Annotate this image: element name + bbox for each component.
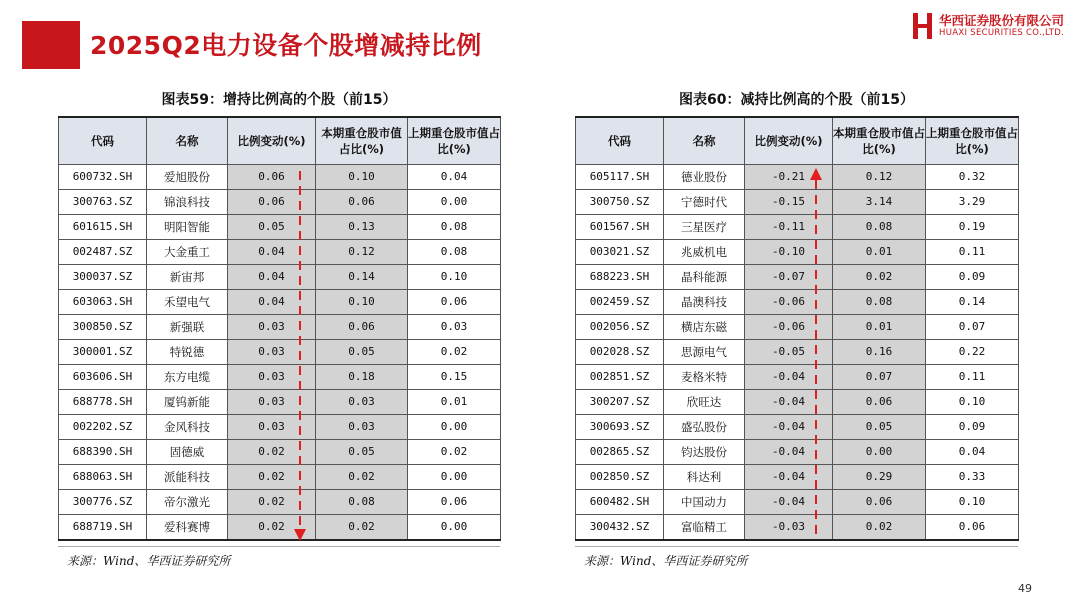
cell-current: 0.03 — [316, 414, 408, 439]
cell-change: -0.21 — [745, 164, 833, 189]
cell-name: 固德威 — [147, 439, 228, 464]
increase-section — [58, 88, 500, 541]
cell-code: 002056.SZ — [576, 314, 664, 339]
cell-name: 钧达股份 — [664, 439, 745, 464]
table-row — [576, 264, 1019, 289]
cell-previous: 0.03 — [408, 314, 501, 339]
cell-current: 0.18 — [316, 364, 408, 389]
cell-change: -0.04 — [745, 389, 833, 414]
cell-previous: 0.11 — [926, 364, 1019, 389]
cell-name: 中国动力 — [664, 489, 745, 514]
cell-name: 科达利 — [664, 464, 745, 489]
table-row — [576, 239, 1019, 264]
col-header-current: 本期重仓股市值占比(%) — [833, 117, 926, 164]
table-row — [59, 164, 501, 189]
cell-current: 0.16 — [833, 339, 926, 364]
cell-change: -0.10 — [745, 239, 833, 264]
cell-code: 600732.SH — [59, 164, 147, 189]
cell-code: 002850.SZ — [576, 464, 664, 489]
cell-name: 厦钨新能 — [147, 389, 228, 414]
increase-table — [58, 116, 501, 541]
cell-previous: 0.10 — [926, 389, 1019, 414]
cell-name: 明阳智能 — [147, 214, 228, 239]
decrease-table — [575, 116, 1019, 541]
table-row — [59, 314, 501, 339]
cell-previous: 0.32 — [926, 164, 1019, 189]
decrease-section — [575, 88, 1018, 541]
cell-previous: 0.11 — [926, 239, 1019, 264]
table-row — [59, 264, 501, 289]
cell-code: 688778.SH — [59, 389, 147, 414]
cell-previous: 0.19 — [926, 214, 1019, 239]
cell-name: 爱旭股份 — [147, 164, 228, 189]
increase-table-title: 图表59：增持比例高的个股（前15） — [161, 92, 397, 108]
cell-code: 603063.SH — [59, 289, 147, 314]
cell-change: 0.04 — [228, 264, 316, 289]
cell-previous: 0.09 — [926, 264, 1019, 289]
company-logo — [912, 11, 1070, 43]
cell-name: 金风科技 — [147, 414, 228, 439]
cell-current: 0.05 — [833, 414, 926, 439]
col-header-name: 名称 — [664, 117, 745, 164]
cell-code: 300763.SZ — [59, 189, 147, 214]
cell-current: 0.10 — [316, 289, 408, 314]
logo-text-cn: 华西证券股份有限公司 — [939, 13, 1065, 28]
cell-name: 盛弘股份 — [664, 414, 745, 439]
cell-current: 0.10 — [316, 164, 408, 189]
cell-previous: 0.02 — [408, 339, 501, 364]
up-arrow-icon — [810, 168, 822, 540]
cell-change: -0.04 — [745, 364, 833, 389]
cell-code: 688390.SH — [59, 439, 147, 464]
table-row — [576, 389, 1019, 414]
cell-previous: 0.02 — [408, 439, 501, 464]
logo-text-en: HUAXI SECURITIES CO.,LTD. — [939, 28, 1065, 38]
cell-code: 300776.SZ — [59, 489, 147, 514]
cell-change: 0.04 — [228, 289, 316, 314]
table-row — [576, 489, 1019, 514]
cell-change: -0.11 — [745, 214, 833, 239]
cell-change: 0.03 — [228, 339, 316, 364]
cell-name: 横店东磁 — [664, 314, 745, 339]
cell-code: 605117.SH — [576, 164, 664, 189]
cell-previous: 0.14 — [926, 289, 1019, 314]
cell-code: 002487.SZ — [59, 239, 147, 264]
page-number: 49 — [1018, 582, 1032, 595]
table-row — [59, 364, 501, 389]
cell-current: 0.06 — [316, 314, 408, 339]
cell-current: 0.05 — [316, 439, 408, 464]
cell-code: 300432.SZ — [576, 514, 664, 540]
cell-change: -0.04 — [745, 464, 833, 489]
table-row — [59, 189, 501, 214]
cell-code: 300693.SZ — [576, 414, 664, 439]
cell-previous: 0.00 — [408, 414, 501, 439]
cell-code: 002459.SZ — [576, 289, 664, 314]
cell-name: 新宙邦 — [147, 264, 228, 289]
cell-code: 601615.SH — [59, 214, 147, 239]
col-header-change: 比例变动(%) — [228, 117, 316, 164]
table-row — [59, 289, 501, 314]
cell-previous: 0.09 — [926, 414, 1019, 439]
table-row — [576, 214, 1019, 239]
cell-current: 3.14 — [833, 189, 926, 214]
cell-previous: 0.10 — [408, 264, 501, 289]
cell-current: 0.01 — [833, 314, 926, 339]
cell-previous: 0.08 — [408, 239, 501, 264]
cell-previous: 0.04 — [926, 439, 1019, 464]
cell-previous: 0.07 — [926, 314, 1019, 339]
source-divider — [58, 546, 500, 547]
cell-previous: 0.01 — [408, 389, 501, 414]
cell-current: 0.02 — [833, 514, 926, 540]
cell-code: 300037.SZ — [59, 264, 147, 289]
cell-name: 特锐德 — [147, 339, 228, 364]
cell-current: 0.06 — [833, 489, 926, 514]
cell-change: -0.04 — [745, 414, 833, 439]
cell-change: -0.06 — [745, 289, 833, 314]
cell-name: 派能科技 — [147, 464, 228, 489]
cell-change: 0.03 — [228, 414, 316, 439]
cell-code: 688223.SH — [576, 264, 664, 289]
col-header-previous: 上期重仓股市值占比(%) — [926, 117, 1019, 164]
cell-change: 0.02 — [228, 439, 316, 464]
cell-name: 晶科能源 — [664, 264, 745, 289]
table-row — [59, 464, 501, 489]
table-row — [576, 314, 1019, 339]
cell-current: 0.07 — [833, 364, 926, 389]
col-header-current: 本期重仓股市值占比(%) — [316, 117, 408, 164]
cell-name: 帝尔激光 — [147, 489, 228, 514]
cell-current: 0.05 — [316, 339, 408, 364]
cell-change: 0.04 — [228, 239, 316, 264]
table-row — [576, 339, 1019, 364]
table-header-row — [59, 117, 501, 164]
cell-code: 300750.SZ — [576, 189, 664, 214]
cell-code: 002028.SZ — [576, 339, 664, 364]
cell-name: 大金重工 — [147, 239, 228, 264]
cell-current: 0.02 — [316, 514, 408, 540]
cell-name: 德业股份 — [664, 164, 745, 189]
cell-change: -0.04 — [745, 489, 833, 514]
table-row — [59, 239, 501, 264]
cell-previous: 3.29 — [926, 189, 1019, 214]
cell-code: 603606.SH — [59, 364, 147, 389]
cell-name: 晶澳科技 — [664, 289, 745, 314]
cell-name: 锦浪科技 — [147, 189, 228, 214]
cell-previous: 0.00 — [408, 464, 501, 489]
title-accent-bar — [22, 21, 80, 69]
cell-code: 003021.SZ — [576, 239, 664, 264]
cell-code: 002865.SZ — [576, 439, 664, 464]
cell-change: 0.06 — [228, 189, 316, 214]
cell-name: 东方电缆 — [147, 364, 228, 389]
table-row — [59, 489, 501, 514]
cell-current: 0.02 — [316, 464, 408, 489]
table-row — [59, 339, 501, 364]
cell-name: 爱科赛博 — [147, 514, 228, 540]
cell-name: 欣旺达 — [664, 389, 745, 414]
cell-current: 0.06 — [833, 389, 926, 414]
table-row — [576, 364, 1019, 389]
table-row — [59, 414, 501, 439]
cell-current: 0.29 — [833, 464, 926, 489]
cell-previous: 0.00 — [408, 189, 501, 214]
cell-change: -0.04 — [745, 439, 833, 464]
cell-name: 富临精工 — [664, 514, 745, 540]
cell-name: 思源电气 — [664, 339, 745, 364]
cell-name: 宁德时代 — [664, 189, 745, 214]
logo-mark-icon — [912, 13, 934, 39]
cell-current: 0.03 — [316, 389, 408, 414]
cell-code: 300850.SZ — [59, 314, 147, 339]
cell-previous: 0.06 — [408, 489, 501, 514]
cell-previous: 0.00 — [408, 514, 501, 540]
cell-change: -0.06 — [745, 314, 833, 339]
table-row — [59, 439, 501, 464]
cell-current: 0.14 — [316, 264, 408, 289]
cell-current: 0.00 — [833, 439, 926, 464]
cell-current: 0.08 — [833, 289, 926, 314]
table-row — [59, 514, 501, 540]
cell-change: -0.07 — [745, 264, 833, 289]
page-title: 2025Q2电力设备个股增减持比例 — [90, 31, 482, 60]
cell-name: 兆威机电 — [664, 239, 745, 264]
cell-change: 0.02 — [228, 464, 316, 489]
cell-code: 300207.SZ — [576, 389, 664, 414]
cell-previous: 0.15 — [408, 364, 501, 389]
table-row — [576, 464, 1019, 489]
cell-change: -0.05 — [745, 339, 833, 364]
col-header-code: 代码 — [576, 117, 664, 164]
cell-change: 0.03 — [228, 389, 316, 414]
cell-current: 0.12 — [316, 239, 408, 264]
cell-code: 002202.SZ — [59, 414, 147, 439]
cell-change: 0.03 — [228, 314, 316, 339]
decrease-table-title: 图表60：减持比例高的个股（前15） — [679, 92, 914, 108]
cell-current: 0.13 — [316, 214, 408, 239]
table-row — [576, 189, 1019, 214]
table-row — [59, 389, 501, 414]
cell-change: 0.05 — [228, 214, 316, 239]
cell-previous: 0.04 — [408, 164, 501, 189]
table-row — [576, 414, 1019, 439]
cell-previous: 0.10 — [926, 489, 1019, 514]
source-divider — [575, 546, 1018, 547]
cell-current: 0.02 — [833, 264, 926, 289]
cell-previous: 0.22 — [926, 339, 1019, 364]
col-header-code: 代码 — [59, 117, 147, 164]
cell-change: 0.06 — [228, 164, 316, 189]
cell-name: 三星医疗 — [664, 214, 745, 239]
cell-change: -0.15 — [745, 189, 833, 214]
col-header-previous: 上期重仓股市值占比(%) — [408, 117, 501, 164]
cell-change: 0.03 — [228, 364, 316, 389]
cell-code: 688063.SH — [59, 464, 147, 489]
cell-code: 688719.SH — [59, 514, 147, 540]
down-arrow-icon — [294, 169, 306, 541]
cell-current: 0.08 — [316, 489, 408, 514]
col-header-change: 比例变动(%) — [745, 117, 833, 164]
cell-code: 601567.SH — [576, 214, 664, 239]
cell-current: 0.06 — [316, 189, 408, 214]
cell-code: 600482.SH — [576, 489, 664, 514]
table-row — [576, 164, 1019, 189]
cell-current: 0.08 — [833, 214, 926, 239]
cell-change: -0.03 — [745, 514, 833, 540]
cell-change: 0.02 — [228, 489, 316, 514]
cell-previous: 0.06 — [408, 289, 501, 314]
table-row — [576, 289, 1019, 314]
cell-name: 麦格米特 — [664, 364, 745, 389]
col-header-name: 名称 — [147, 117, 228, 164]
table-row — [59, 214, 501, 239]
cell-name: 新强联 — [147, 314, 228, 339]
source-note: 来源：Wind、华西证券研究所 — [67, 554, 231, 568]
cell-previous: 0.06 — [926, 514, 1019, 540]
source-note: 来源：Wind、华西证券研究所 — [584, 554, 748, 568]
cell-change: 0.02 — [228, 514, 316, 540]
cell-code: 300001.SZ — [59, 339, 147, 364]
cell-code: 002851.SZ — [576, 364, 664, 389]
cell-previous: 0.33 — [926, 464, 1019, 489]
table-row — [576, 439, 1019, 464]
table-header-row — [576, 117, 1019, 164]
cell-current: 0.12 — [833, 164, 926, 189]
cell-previous: 0.08 — [408, 214, 501, 239]
table-row — [576, 514, 1019, 540]
cell-current: 0.01 — [833, 239, 926, 264]
cell-name: 禾望电气 — [147, 289, 228, 314]
